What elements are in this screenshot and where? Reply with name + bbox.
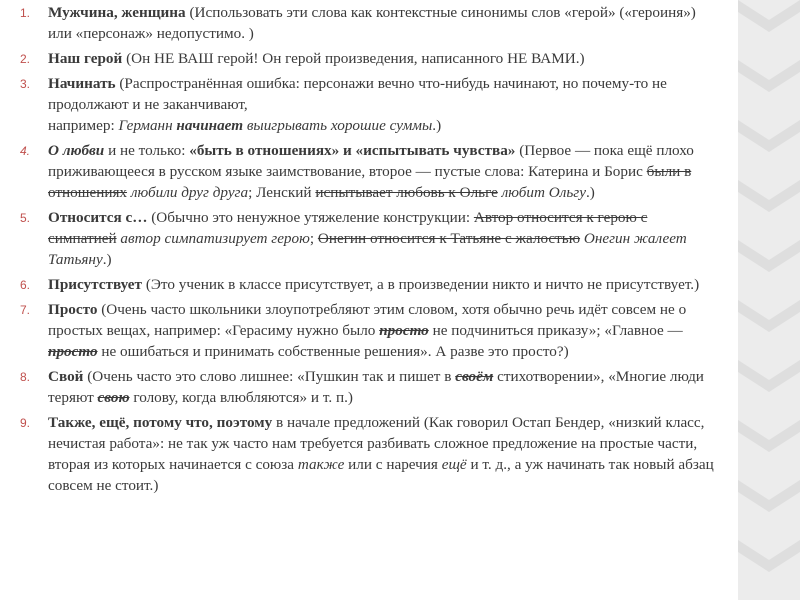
struck-word: просто xyxy=(48,343,98,360)
item-number: 7. xyxy=(20,303,31,317)
struck-word: своём xyxy=(455,368,494,385)
list-item xyxy=(20,73,715,136)
example-emphasis: начинает xyxy=(176,117,244,134)
item-text: не подчиниться приказу»; «Главное — xyxy=(428,322,683,339)
item-term: Свой xyxy=(48,368,84,385)
item-text: голову, когда влюбляются» и т. п.) xyxy=(129,389,353,406)
list-item xyxy=(20,299,715,362)
example-prefix: например: xyxy=(48,117,119,134)
replacement-phrase: автор симпатизирует герою xyxy=(116,230,310,247)
item-text: не ошибаться и принимать собственные решения». А разве это просто?) xyxy=(97,343,569,360)
struck-phrase: Онегин относится к Татьяне с жалостью xyxy=(317,230,581,247)
item-text: (Очень часто школьники злоупотребляют этим словом, хотя обычно речь идёт совсем не о простых вещах, например: «Герасиму нужно было xyxy=(48,301,687,339)
item-number: 8. xyxy=(20,370,31,384)
list-item xyxy=(20,140,715,203)
list-item xyxy=(20,207,715,270)
replacement-phrase: Онегин жалеет Татьяну xyxy=(48,230,687,268)
item-number: 5. xyxy=(20,211,31,225)
item-number: 3. xyxy=(20,77,31,91)
item-term-quotes: «быть в отношениях» и «испытывать чувства» xyxy=(189,142,516,159)
item-text: (Распространённая ошибка: персонажи вечно что-нибудь начинают, но почему-то не продолжают и не заканчивают, xyxy=(48,75,667,113)
item-term: Начинать xyxy=(48,75,116,92)
item-term: Мужчина, женщина xyxy=(48,4,186,21)
item-text: стихотворении», «Многие люди теряют xyxy=(48,368,704,406)
replacement-phrase: любили друг друга xyxy=(127,184,249,201)
example-text: Германн xyxy=(118,117,177,134)
item-number: 2. xyxy=(20,52,31,66)
list-item xyxy=(20,274,715,295)
list-item xyxy=(20,48,715,69)
item-term: Наш герой xyxy=(48,50,123,67)
struck-phrase: испытывает любовь к Ольге xyxy=(315,184,498,201)
item-number: 4. xyxy=(20,144,31,158)
list-item xyxy=(20,412,715,496)
item-text-end: .) xyxy=(585,184,595,201)
item-text: и т. д., а уж начинать так новый абзац совсем не стоит.) xyxy=(48,456,714,494)
item-number: 1. xyxy=(20,6,31,20)
item-number: 6. xyxy=(20,278,31,292)
replacement-phrase: любит Ольгу xyxy=(497,184,586,201)
item-text: или с наречия xyxy=(344,456,442,473)
item-text-end: .) xyxy=(432,117,442,134)
struck-phrase: Автор относится к герою с симпатией xyxy=(48,209,648,247)
struck-word: свою xyxy=(97,389,130,406)
item-term: О любви xyxy=(48,142,105,159)
item-term: Просто xyxy=(48,301,98,318)
item-number: 9. xyxy=(20,416,31,430)
item-term: Присутствует xyxy=(48,276,143,293)
list-item xyxy=(20,2,715,44)
chevron-pattern-icon xyxy=(738,0,800,600)
list-item xyxy=(20,366,715,408)
example-text: выигрывать хорошие суммы xyxy=(243,117,433,134)
word-usage-list xyxy=(20,2,715,496)
item-text: и не только: xyxy=(104,142,190,159)
item-text: в начале предложений (Как говорил Остап Бендер, «низкий класс, нечистая работа»: не так уж часто нам требуется разбивать сложное предложение на простые части, вторая из которых начинается с союза xyxy=(48,414,705,473)
struck-word: просто xyxy=(379,322,429,339)
item-text-end: .) xyxy=(102,251,112,268)
item-text: ; Ленский xyxy=(248,184,316,201)
struck-phrase: были в отношениях xyxy=(48,163,692,201)
item-text: (Обычно это ненужное утяжеление конструкции: xyxy=(147,209,474,226)
item-text: (Он НЕ ВАШ герой! Он герой произведения, написанного НЕ ВАМИ.) xyxy=(122,50,585,67)
item-text: (Использовать эти слова как контекстные синонимы слов «герой» («героиня») или «персонаж» недопустимо. ) xyxy=(48,4,696,42)
item-term: Также, ещё, потому что, поэтому xyxy=(48,414,273,431)
italic-word: ещё xyxy=(441,456,467,473)
item-term: Относится с… xyxy=(48,209,148,226)
item-text: (Первое — пока ещё плохо приживающееся в русском языке заимствование, второе — пустые слова: Катерина и Борис xyxy=(48,142,694,180)
item-text: ; xyxy=(309,230,318,247)
item-text: (Это ученик в классе присутствует, а в произведении никто и ничто не присутствует.) xyxy=(142,276,700,293)
item-text: (Очень часто это слово лишнее: «Пушкин так и пишет в xyxy=(83,368,456,385)
slide-content xyxy=(20,2,715,500)
decorative-side-band xyxy=(738,0,800,600)
italic-word: также xyxy=(297,456,345,473)
